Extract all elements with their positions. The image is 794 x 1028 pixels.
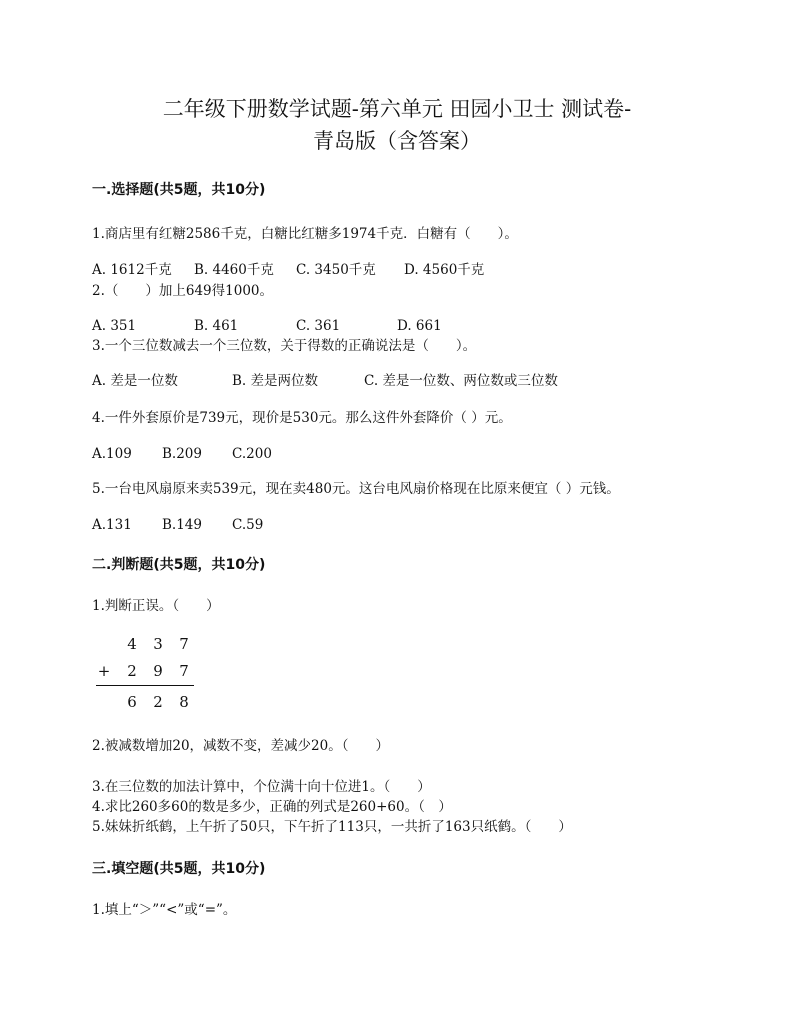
section-heading-fill: 三.填空题(共5题，共10分) <box>92 861 266 877</box>
page-title-line2: 青岛版（含答案） <box>313 129 481 153</box>
option-d: D. 661 <box>397 318 442 334</box>
addend2-ones: 7 <box>179 662 189 680</box>
option-c: C. 差是一位数、两位数或三位数 <box>364 373 558 389</box>
judge-question-5: 5.妹妹折纸鹤，上午折了50只，下午折了113只，一共折了163只纸鹤。（ ） <box>92 819 572 835</box>
option-b: B. 差是两位数 <box>232 373 319 389</box>
choice-question-4: 4.一件外套原价是739元，现价是530元。那么这件外套降价（ ）元。 <box>92 410 512 426</box>
addend2-hundreds: 2 <box>127 662 137 680</box>
choice-question-1: 1.商店里有红糖2586千克，白糖比红糖多1974千克．白糖有（ ）。 <box>92 226 518 242</box>
vertical-addition <box>92 632 202 712</box>
sum-tens: 2 <box>153 693 163 711</box>
option-b: B. 4460千克 <box>194 262 274 278</box>
choice-question-3: 3.一个三位数减去一个三位数，关于得数的正确说法是（ ）。 <box>92 338 477 354</box>
addend2-tens: 9 <box>153 662 163 680</box>
option-c: C.59 <box>232 517 264 533</box>
judge-question-2: 2.被减数增加20，减数不变，差减少20。（ ） <box>92 738 389 754</box>
option-b: B.209 <box>162 446 202 462</box>
plus-sign: + <box>97 662 111 680</box>
section-heading-judge: 二.判断题(共5题，共10分) <box>92 557 266 573</box>
judge-question-3: 3.在三位数的加法计算中，个位满十向十位进1。（ ） <box>92 779 431 795</box>
option-a: A. 351 <box>92 318 137 334</box>
sum-line <box>96 685 194 686</box>
option-a: A. 1612千克 <box>92 262 172 278</box>
judge-question-4: 4.求比260多60的数是多少，正确的列式是260+60。（ ） <box>92 799 452 815</box>
option-c: C.200 <box>232 446 272 462</box>
fill-question-1: 1.填上“＞”“<”或“=”。 <box>92 902 237 918</box>
option-b: B. 461 <box>194 318 239 334</box>
option-b: B.149 <box>162 517 202 533</box>
section-heading-choice: 一.选择题(共5题，共10分) <box>92 182 266 198</box>
sum-hundreds: 6 <box>127 693 137 711</box>
judge-question-1: 1.判断正误。（ ） <box>92 598 220 614</box>
choice-question-5: 5.一台电风扇原来卖539元，现在卖480元。这台电风扇价格现在比原来便宜（ ）元钱。 <box>92 481 620 497</box>
page-title-line1: 二年级下册数学试题-第六单元 田园小卫士 测试卷- <box>162 97 632 121</box>
addend1-hundreds: 4 <box>127 635 137 653</box>
choice-question-2: 2.（ ）加上649得1000。 <box>92 283 274 299</box>
addend1-tens: 3 <box>153 635 163 653</box>
addend1-ones: 7 <box>179 635 189 653</box>
option-d: D. 4560千克 <box>404 262 485 278</box>
option-a: A. 差是一位数 <box>92 373 178 389</box>
option-c: C. 3450千克 <box>296 262 376 278</box>
option-a: A.131 <box>92 517 132 533</box>
option-a: A.109 <box>92 446 132 462</box>
sum-ones: 8 <box>179 693 189 711</box>
option-c: C. 361 <box>296 318 341 334</box>
